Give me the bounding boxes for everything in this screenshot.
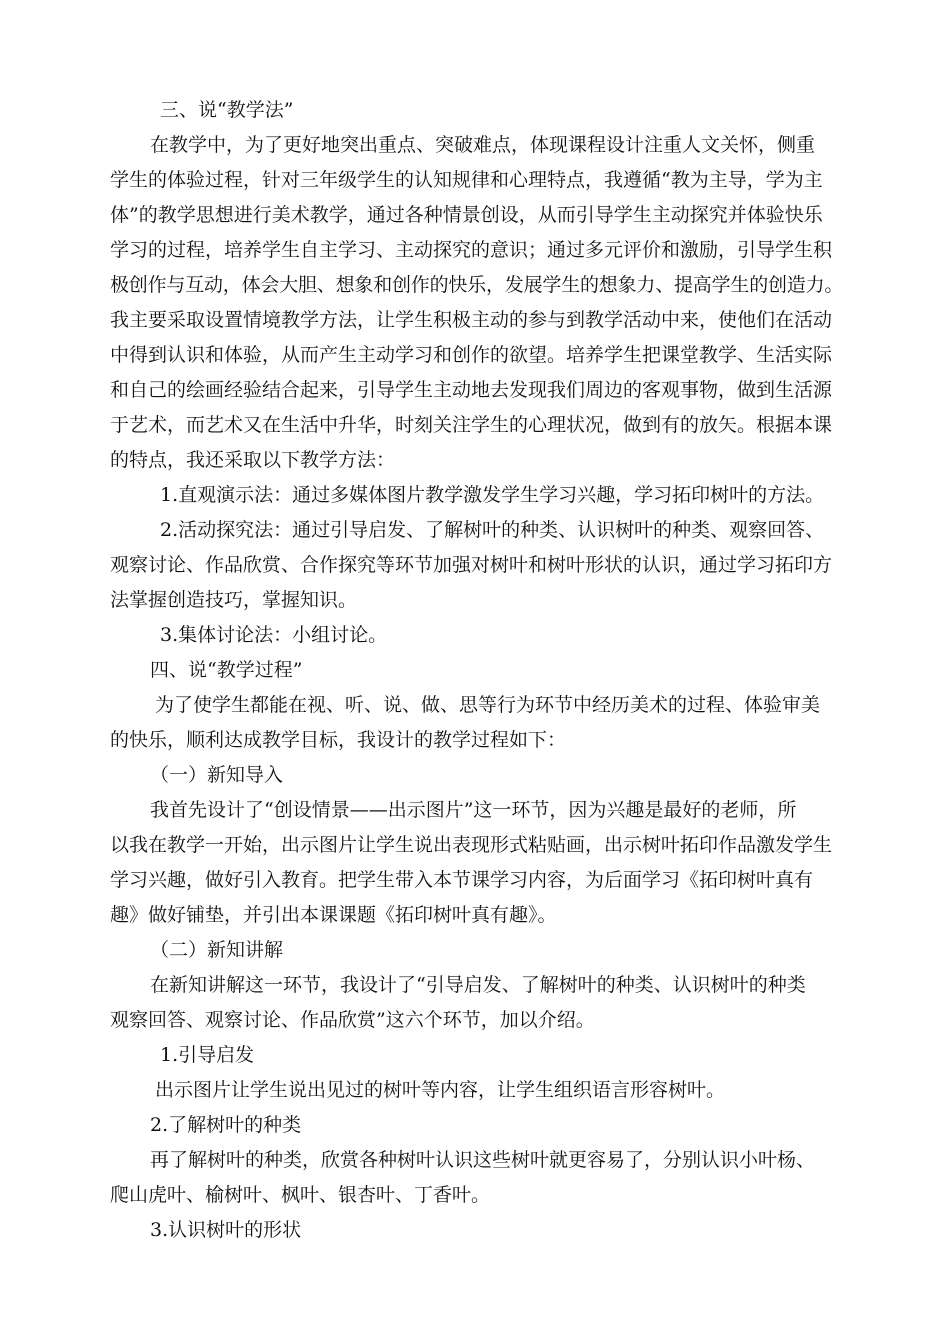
paragraph-line: 在教学中，为了更好地突出重点、突破难点，体现课程设计注重人文关怀，侧重 [150, 134, 816, 156]
paragraph-line: 学习兴趣，做好引入教育。把学生带入本节课学习内容，为后面学习《拓印树叶真有 [110, 869, 814, 891]
paragraph-line: 我首先设计了“创设情景——出示图片”这一环节，因为兴趣是最好的老师，所 [150, 799, 797, 821]
paragraph-line: 趣》做好铺垫，并引出本课课题《拓印树叶真有趣》。 [110, 904, 557, 926]
list-item-line: 2.了解树叶的种类 [150, 1114, 302, 1136]
list-item-line: 3.集体讨论法：小组讨论。 [160, 624, 388, 646]
subsection-heading: （二）新知讲解 [150, 939, 284, 961]
paragraph-line: 极创作与互动，体会大胆、想象和创作的快乐，发展学生的想象力、提高学生的创造力。 [110, 274, 844, 296]
paragraph-line: 观察回答、观察讨论、作品欣赏”这六个环节，加以介绍。 [110, 1009, 595, 1031]
paragraph-line: 法掌握创造技巧，掌握知识。 [110, 589, 358, 611]
paragraph-line: 以我在教学一开始，出示图片让学生说出表现形式粘贴画，出示树叶拓印作品激发学生 [110, 834, 833, 856]
list-item-line: 1.直观演示法：通过多媒体图片教学激发学生学习兴趣，学习拓印树叶的方法。 [160, 484, 825, 506]
paragraph-line: 为了使学生都能在视、听、说、做、思等行为环节中经历美术的过程、体验审美 [155, 694, 821, 716]
paragraph-line: 中得到认识和体验，从而产生主动学习和创作的欲望。培养学生把课堂教学、生活实际 [110, 344, 833, 366]
paragraph-line: 的特点，我还采取以下教学方法： [110, 449, 396, 471]
paragraph-line: 再了解树叶的种类，欣赏各种树叶认识这些树叶就更容易了，分别认识小叶杨、 [150, 1149, 816, 1171]
paragraph-line: 在新知讲解这一环节，我设计了“引导启发、了解树叶的种类、认识树叶的种类 [150, 974, 806, 996]
list-item-line: 1.引导启发 [160, 1044, 255, 1066]
paragraph-line: 和自己的绘画经验结合起来，引导学生主动地去发现我们周边的客观事物，做到生活源 [110, 379, 833, 401]
paragraph-line: 学生的体验过程，针对三年级学生的认知规律和心理特点，我遵循“教为主导，学为主 [110, 169, 823, 191]
list-item-line: 2.活动探究法：通过引导启发、了解树叶的种类、认识树叶的种类、观察回答、 [160, 519, 825, 541]
subsection-heading: （一）新知导入 [150, 764, 284, 786]
paragraph-line: 于艺术，而艺术又在生活中升华，时刻关注学生的心理状况，做到有的放矢。根据本课 [110, 414, 833, 436]
section-heading-teaching-process: 四、说“教学过程” [150, 659, 303, 681]
list-item-line: 3.认识树叶的形状 [150, 1219, 302, 1241]
paragraph-line: 我主要采取设置情境教学方法，让学生积极主动的参与到教学活动中来，使他们在活动 [110, 309, 833, 331]
section-heading-teaching-method: 三、说“教学法” [160, 99, 294, 121]
paragraph-line: 体”的教学思想进行美术教学，通过各种情景创设，从而引导学生主动探究并体验快乐 [110, 204, 823, 226]
paragraph-line: 的快乐，顺利达成教学目标，我设计的教学过程如下： [110, 729, 567, 751]
paragraph-line: 观察讨论、作品欣赏、合作探究等环节加强对树叶和树叶形状的认识，通过学习拓印方 [110, 554, 833, 576]
paragraph-line: 出示图片让学生说出见过的树叶等内容，让学生组织语言形容树叶。 [155, 1079, 726, 1101]
paragraph-line: 爬山虎叶、榆树叶、枫叶、银杏叶、丁香叶。 [110, 1184, 491, 1206]
paragraph-line: 学习的过程，培养学生自主学习、主动探究的意识；通过多元评价和激励，引导学生积 [110, 239, 833, 261]
